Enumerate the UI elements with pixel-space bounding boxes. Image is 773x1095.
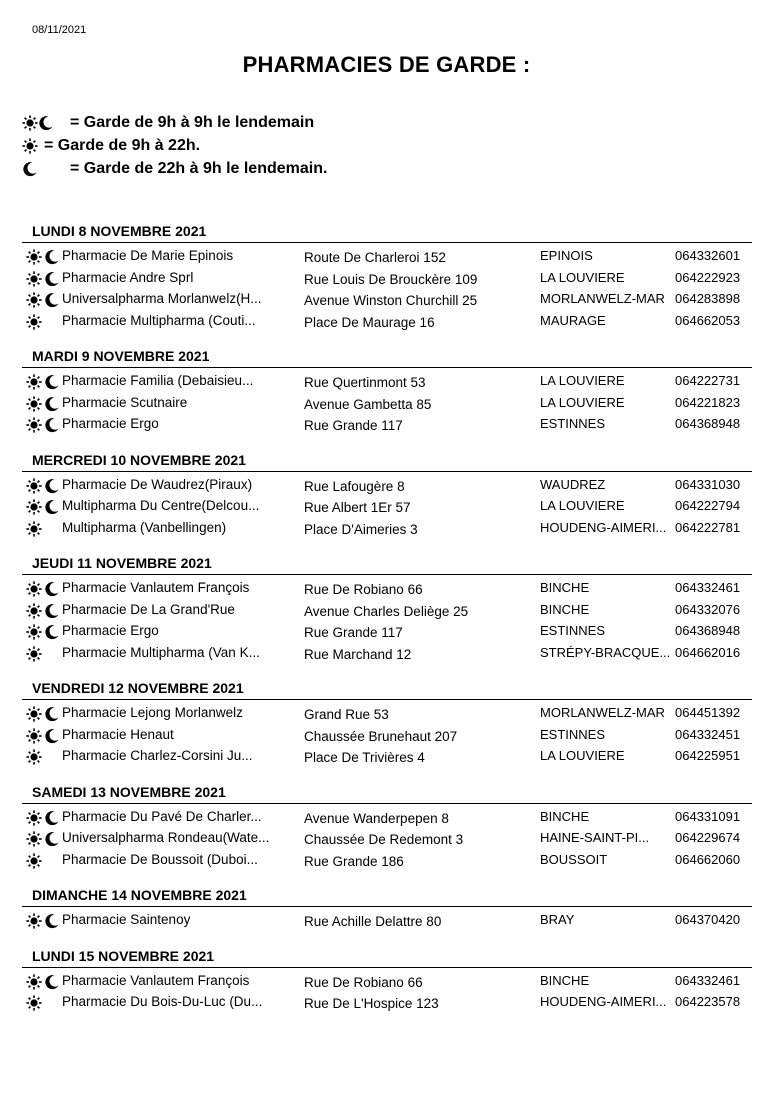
moon-icon — [44, 374, 60, 390]
pharmacy-city: MORLANWELZ-MAR — [540, 291, 665, 306]
pharmacy-row — [22, 620, 752, 642]
pharmacy-row — [22, 745, 752, 767]
legend-text: = Garde de 9h à 22h. — [44, 136, 201, 154]
pharmacy-city: BINCHE — [540, 972, 590, 988]
pharmacy-name: Pharmacie Ergo — [62, 623, 159, 638]
pharmacy-row — [22, 517, 752, 539]
duty-icons — [26, 749, 42, 765]
pharmacy-phone: 064222794 — [675, 498, 741, 513]
pharmacy-address: Avenue Winston Churchill 25 — [304, 293, 478, 308]
sun-icon — [26, 706, 42, 722]
pharmacy-city: BINCHE — [540, 580, 590, 595]
sun-icon — [26, 374, 42, 390]
day-section — [22, 548, 752, 673]
day-section — [22, 941, 752, 1023]
pharmacy-city: ESTINNES — [540, 726, 606, 742]
pharmacy-name: Multipharma (Vanbellingen) — [62, 519, 227, 535]
duty-icons — [26, 913, 60, 929]
pharmacy-phone: 064223578 — [675, 994, 741, 1009]
sun-icon — [26, 749, 42, 765]
pharmacy-city: ESTINNES — [540, 416, 606, 431]
pharmacy-phone: 064370420 — [675, 912, 741, 927]
pharmacy-city: LA LOUVIERE — [540, 498, 625, 513]
pharmacy-phone: 064283898 — [675, 291, 741, 306]
moon-icon — [44, 581, 60, 597]
pharmacy-row — [22, 599, 752, 621]
legend-item — [22, 157, 327, 180]
duty-icons — [26, 478, 60, 494]
duty-icons — [26, 581, 60, 597]
pharmacy-phone: 064225951 — [675, 748, 741, 763]
sun-icon — [26, 913, 42, 929]
sun-icon — [26, 417, 42, 433]
sun-icon — [26, 853, 42, 869]
pharmacy-name: Universalpharma Morlanwelz(H... — [62, 291, 262, 306]
moon-icon — [44, 249, 60, 265]
pharmacy-city: BINCHE — [540, 601, 590, 617]
duty-icons — [26, 624, 60, 640]
sun-icon — [26, 646, 42, 662]
pharmacy-name: Pharmacie Vanlautem François — [62, 972, 250, 988]
section-spacer — [22, 870, 752, 880]
pharmacy-address: Rue De Robiano 66 — [304, 974, 423, 990]
pharmacy-phone: 064368948 — [675, 623, 741, 638]
pharmacy-address: Rue Grande 117 — [304, 418, 403, 433]
moon-icon — [44, 913, 60, 929]
pharmacy-name: Multipharma Du Centre(Delcou... — [62, 498, 260, 513]
pharmacy-phone: 064662016 — [675, 644, 741, 660]
pharmacy-name: Pharmacie Ergo — [62, 416, 159, 431]
pharmacy-name: Pharmacie Du Pavé De Charler... — [62, 808, 262, 824]
sun-icon — [26, 603, 42, 619]
pharmacy-phone: 064229674 — [675, 830, 741, 845]
section-spacer — [22, 331, 752, 341]
pharmacy-name: Pharmacie Lejong Morlanwelz — [62, 705, 243, 720]
duty-icons — [26, 271, 60, 287]
pharmacy-name: Pharmacie Multipharma (Van K... — [62, 644, 260, 660]
pharmacy-row — [22, 474, 752, 496]
day-section — [22, 445, 752, 549]
pharmacy-city: STRÉPY-BRACQUE... — [540, 644, 671, 660]
pharmacy-address: Chaussée Brunehaut 207 — [304, 728, 458, 744]
legend-icons — [22, 115, 70, 131]
sun-icon — [26, 974, 42, 990]
day-header — [22, 445, 752, 472]
day-title: LUNDI 8 NOVEMBRE 2021 — [32, 223, 207, 239]
pharmacy-row — [22, 577, 752, 599]
pharmacy-city: LA LOUVIERE — [540, 373, 625, 388]
sun-icon — [26, 728, 42, 744]
pharmacy-city: ESTINNES — [540, 623, 606, 638]
pharmacy-address: Rue Lafougère 8 — [304, 478, 405, 494]
pharmacy-phone: 064222731 — [675, 373, 741, 388]
pharmacy-address: Place De Trivières 4 — [304, 750, 425, 765]
pharmacy-address: Rue Achille Delattre 80 — [304, 914, 442, 929]
pharmacy-phone: 064332461 — [675, 580, 741, 595]
sun-icon — [26, 995, 42, 1011]
section-spacer — [22, 663, 752, 673]
pharmacy-row — [22, 370, 752, 392]
pharmacy-address: Rue Grande 117 — [304, 625, 403, 640]
legend-item — [22, 134, 327, 157]
sun-icon — [22, 138, 38, 154]
pharmacy-city: HOUDENG-AIMERI... — [540, 994, 667, 1009]
duty-icons — [26, 646, 42, 662]
pharmacy-address: Rue Albert 1Er 57 — [304, 500, 411, 515]
day-section — [22, 880, 752, 941]
moon-icon — [44, 706, 60, 722]
day-title: LUNDI 15 NOVEMBRE 2021 — [32, 947, 215, 964]
pharmacy-name: Pharmacie De Marie Epinois — [62, 248, 234, 263]
duty-icons — [26, 810, 60, 826]
pharmacy-city: EPINOIS — [540, 248, 593, 263]
section-spacer — [22, 538, 752, 548]
day-title: MERCREDI 10 NOVEMBRE 2021 — [32, 451, 246, 468]
pharmacy-name: Pharmacie Saintenoy — [62, 912, 191, 927]
pharmacy-city: WAUDREZ — [540, 476, 606, 492]
pharmacy-phone: 064222923 — [675, 269, 741, 285]
duty-icons — [26, 853, 42, 869]
pharmacy-phone: 064222781 — [675, 519, 741, 535]
pharmacy-city: LA LOUVIERE — [540, 394, 625, 410]
pharmacy-phone: 064332601 — [675, 248, 741, 263]
pharmacy-city: MAURAGE — [540, 312, 606, 328]
pharmacy-row — [22, 392, 752, 414]
pharmacy-city: HAINE-SAINT-PI... — [540, 830, 650, 845]
duty-schedule — [22, 216, 752, 1023]
day-header — [22, 673, 752, 700]
pharmacy-city: HOUDENG-AIMERI... — [540, 519, 667, 535]
pharmacy-row — [22, 310, 752, 332]
sun-icon — [26, 396, 42, 412]
section-spacer — [22, 767, 752, 777]
pharmacy-row — [22, 806, 752, 828]
moon-icon — [44, 728, 60, 744]
pharmacy-phone: 064662060 — [675, 851, 741, 867]
pharmacy-address: Chaussée De Redemont 3 — [304, 832, 464, 847]
pharmacy-city: BINCHE — [540, 808, 590, 824]
moon-icon — [44, 603, 60, 619]
day-header — [22, 216, 752, 243]
duty-icons — [26, 314, 42, 330]
pharmacy-city: LA LOUVIERE — [540, 748, 625, 763]
moon-icon — [38, 115, 54, 131]
pharmacy-name: Pharmacie Familia (Debaisieu... — [62, 373, 254, 388]
duty-icons — [26, 396, 60, 412]
duty-icons — [26, 974, 60, 990]
pharmacy-address: Rue Marchand 12 — [304, 646, 412, 662]
legend — [22, 111, 327, 180]
day-title: DIMANCHE 14 NOVEMBRE 2021 — [32, 887, 247, 903]
pharmacy-address: Avenue Gambetta 85 — [304, 396, 432, 412]
pharmacy-address: Rue Louis De Brouckère 109 — [304, 271, 478, 287]
moon-icon — [22, 161, 38, 177]
pharmacy-name: Universalpharma Rondeau(Wate... — [62, 830, 270, 845]
sun-icon — [26, 499, 42, 515]
day-header — [22, 341, 752, 368]
day-title: SAMEDI 13 NOVEMBRE 2021 — [32, 783, 226, 800]
duty-icons — [26, 603, 60, 619]
pharmacy-address: Grand Rue 53 — [304, 707, 389, 722]
pharmacy-row — [22, 642, 752, 664]
pharmacy-phone: 064331030 — [675, 476, 741, 492]
moon-icon — [44, 292, 60, 308]
duty-icons — [26, 249, 60, 265]
sun-icon — [26, 831, 42, 847]
duty-icons — [26, 374, 60, 390]
day-header — [22, 941, 752, 968]
day-header — [22, 777, 752, 804]
day-header — [22, 880, 752, 907]
pharmacy-row — [22, 909, 752, 931]
legend-text: = Garde de 22h à 9h le lendemain. — [70, 159, 328, 177]
day-title: MARDI 9 NOVEMBRE 2021 — [32, 348, 210, 364]
sun-icon — [26, 249, 42, 265]
pharmacy-address: Rue De Robiano 66 — [304, 582, 423, 597]
pharmacy-name: Pharmacie De La Grand'Rue — [62, 601, 235, 617]
day-section — [22, 341, 752, 445]
sun-icon — [26, 292, 42, 308]
pharmacy-row — [22, 413, 752, 435]
sun-icon — [26, 810, 42, 826]
page-title: PHARMACIES DE GARDE : — [242, 52, 531, 77]
pharmacy-row — [22, 724, 752, 746]
sun-icon — [26, 478, 42, 494]
pharmacy-row — [22, 849, 752, 871]
pharmacy-phone: 064221823 — [675, 394, 741, 410]
pharmacy-row — [22, 827, 752, 849]
pharmacy-row — [22, 970, 752, 992]
pharmacy-name: Pharmacie Vanlautem François — [62, 580, 250, 595]
pharmacy-name: Pharmacie Multipharma (Couti... — [62, 312, 256, 328]
pharmacy-address: Rue Quertinmont 53 — [304, 375, 426, 390]
pharmacy-city: BRAY — [540, 912, 575, 927]
duty-icons — [26, 417, 60, 433]
day-section — [22, 673, 752, 777]
pharmacy-city: BOUSSOIT — [540, 851, 608, 867]
pharmacy-name: Pharmacie Andre Sprl — [62, 269, 194, 285]
moon-icon — [44, 417, 60, 433]
pharmacy-row — [22, 702, 752, 724]
sun-icon — [22, 115, 38, 131]
pharmacy-name: Pharmacie De Waudrez(Piraux) — [62, 476, 253, 492]
pharmacy-phone: 064332461 — [675, 972, 741, 988]
pharmacy-address: Rue Grande 186 — [304, 853, 404, 869]
pharmacy-row — [22, 267, 752, 289]
pharmacy-name: Pharmacie Charlez-Corsini Ju... — [62, 748, 253, 763]
moon-icon — [44, 624, 60, 640]
document-date: 08/11/2021 — [32, 24, 87, 36]
pharmacy-address: Rue De L'Hospice 123 — [304, 996, 439, 1011]
pharmacy-phone: 064331091 — [675, 808, 741, 824]
pharmacy-city: MORLANWELZ-MAR — [540, 705, 665, 720]
pharmacy-name: Pharmacie Du Bois-Du-Luc (Du... — [62, 994, 263, 1009]
moon-icon — [44, 499, 60, 515]
sun-icon — [26, 581, 42, 597]
day-title: VENDREDI 12 NOVEMBRE 2021 — [32, 680, 244, 696]
moon-icon — [44, 396, 60, 412]
duty-icons — [26, 995, 42, 1011]
sun-icon — [26, 624, 42, 640]
pharmacy-phone: 064368948 — [675, 416, 741, 431]
duty-icons — [26, 499, 60, 515]
pharmacy-row — [22, 288, 752, 310]
pharmacy-phone: 064451392 — [675, 705, 741, 720]
section-spacer — [22, 435, 752, 445]
duty-icons — [26, 728, 60, 744]
pharmacy-phone: 064662053 — [675, 312, 741, 328]
duty-icons — [26, 831, 60, 847]
pharmacy-address: Avenue Wanderpepen 8 — [304, 810, 449, 826]
pharmacy-row — [22, 245, 752, 267]
moon-icon — [44, 271, 60, 287]
duty-icons — [26, 706, 60, 722]
duty-icons — [26, 292, 60, 308]
legend-icons — [22, 138, 44, 154]
day-section — [22, 216, 752, 341]
moon-icon — [44, 478, 60, 494]
pharmacy-address: Place De Maurage 16 — [304, 314, 435, 330]
moon-icon — [44, 810, 60, 826]
pharmacy-address: Route De Charleroi 152 — [304, 250, 446, 265]
pharmacy-phone: 064332451 — [675, 726, 741, 742]
legend-icons — [22, 161, 70, 177]
pharmacy-phone: 064332076 — [675, 601, 741, 617]
pharmacy-name: Pharmacie De Boussoit (Duboi... — [62, 851, 258, 867]
section-spacer — [22, 931, 752, 941]
pharmacy-name: Pharmacie Scutnaire — [62, 394, 188, 410]
pharmacy-address: Place D'Aimeries 3 — [304, 521, 418, 537]
legend-text: = Garde de 9h à 9h le lendemain — [70, 113, 315, 131]
day-header — [22, 548, 752, 575]
pharmacy-row — [22, 495, 752, 517]
pharmacy-city: LA LOUVIERE — [540, 269, 625, 285]
section-spacer — [22, 1013, 752, 1023]
moon-icon — [44, 974, 60, 990]
sun-icon — [26, 271, 42, 287]
sun-icon — [26, 314, 42, 330]
pharmacy-name: Pharmacie Henaut — [62, 726, 174, 742]
legend-item — [22, 111, 327, 134]
pharmacy-address: Avenue Charles Deliège 25 — [304, 603, 469, 619]
moon-icon — [44, 831, 60, 847]
pharmacy-row — [22, 991, 752, 1013]
sun-icon — [26, 521, 42, 537]
day-title: JEUDI 11 NOVEMBRE 2021 — [32, 555, 212, 571]
duty-icons — [26, 521, 42, 537]
day-section — [22, 777, 752, 881]
